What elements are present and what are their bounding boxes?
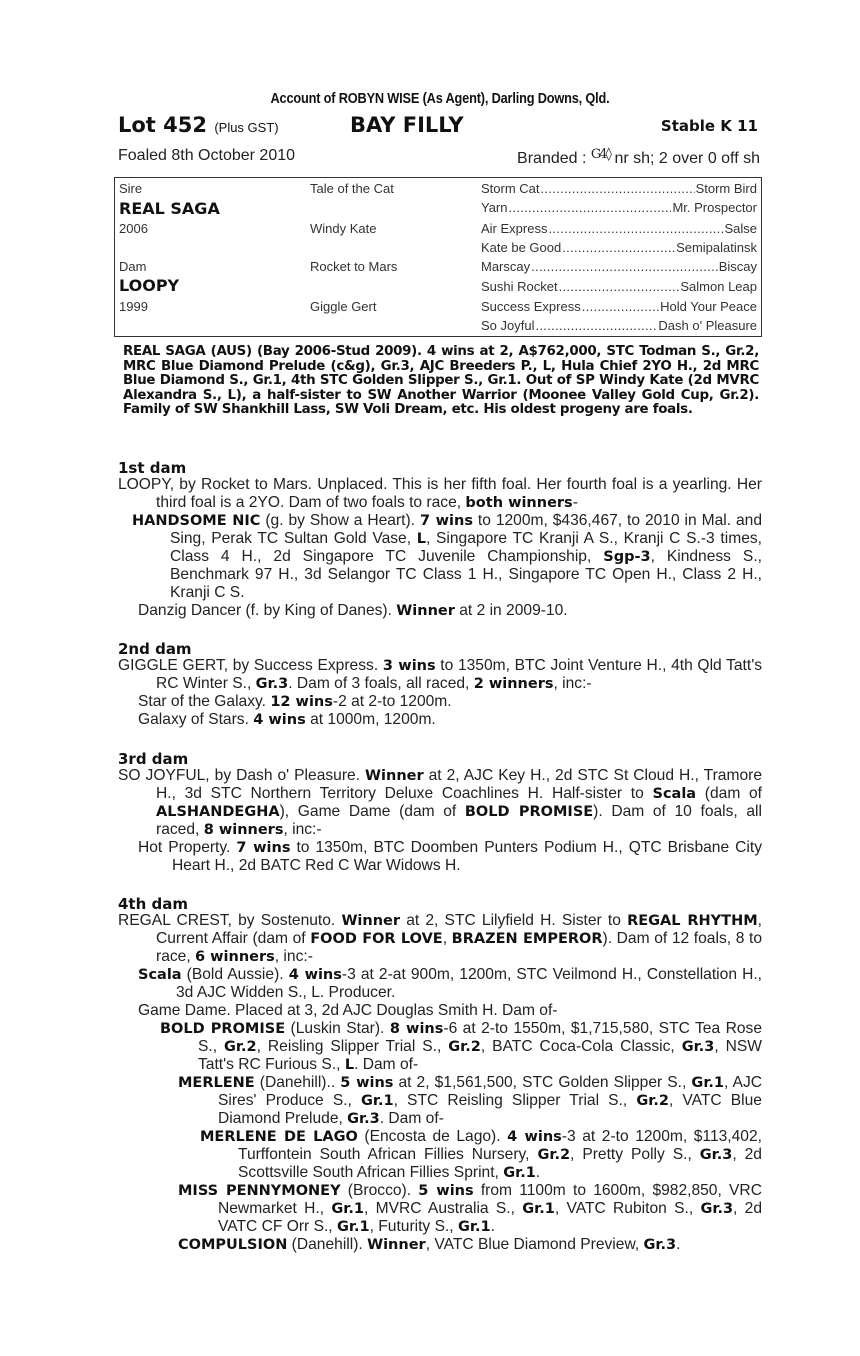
text: (dam of <box>696 785 763 802</box>
gg-right: Mr. Prospector <box>672 200 757 215</box>
bold-text: ALSHANDEGHA <box>156 804 280 820</box>
text: to 1350m, BTC Joint Venture H., 4th Qld Tatt's RC Winter S., <box>156 657 762 692</box>
gg-right: Dash o' Pleasure <box>658 318 757 333</box>
fourth-dam-section <box>118 896 762 1254</box>
text: , 2d VATC CF Orr S., <box>218 1200 763 1235</box>
gg-left: Storm Cat <box>481 181 540 196</box>
section-title: 1st dam <box>118 459 187 477</box>
dam-name: LOOPY <box>119 276 180 295</box>
progeny-name: Danzig Dancer <box>138 602 242 619</box>
dam-description <box>118 767 762 839</box>
third-dam-section <box>118 751 762 875</box>
progeny-name: MISS PENNYMONEY <box>178 1183 341 1199</box>
bold-text: 12 wins <box>270 694 333 710</box>
bold-text: BOLD PROMISE <box>464 804 594 820</box>
bold-text: L <box>344 1057 355 1073</box>
sire-sire: Tale of the Cat <box>310 181 394 196</box>
text: , Pretty Polly S., <box>570 1146 700 1163</box>
text: ). Dam of 12 foals, 8 to race, <box>156 930 762 965</box>
bold-text: 7 wins <box>236 840 291 856</box>
text: (Brocco). <box>340 1182 419 1199</box>
bold-text: 5 wins <box>418 1183 474 1199</box>
text: , inc:- <box>553 675 592 692</box>
progeny-name: Scala <box>138 967 182 983</box>
progeny-name: Star of the Galaxy. <box>138 693 271 710</box>
bold-text: Winner <box>367 1237 426 1253</box>
text: LOOPY, by Rocket to Mars. Unplaced. This is her fifth foal. Her fourth foal is a yearling. Her third foal is a 2YO. Dam of two foals to race, <box>118 476 762 511</box>
sire-summary: REAL SAGA (AUS) (Bay 2006-Stud 2009). 4 wins at 2, A$762,000, STC Todman S., Gr.2, MRC Blue Diamond Prelude (c&g), Gr.3, AJC Breeders P., L, Hula Chief 2YO H., 2d MRC Blue Diamond S., Gr.1, 4th STC Golden Slipper S., Gr.1. Out of SP Windy Kate (2d MVRC Alexandra S., L), a half-sister to SW Another Warrior (Moonee Valley Gold Cup, Gr.2). Family of SW Shankhill Lass, SW Voli Dream, etc. His oldest progeny are foals. <box>123 344 759 417</box>
text: , inc:- <box>283 821 322 838</box>
text: , Reisling Slipper Trial S., <box>256 1038 449 1055</box>
gg-right: Storm Bird <box>695 181 757 196</box>
bold-text: Gr.3 <box>347 1111 380 1127</box>
bold-text: Gr.3 <box>681 1039 715 1055</box>
bold-text: Gr.1 <box>331 1201 364 1217</box>
bold-text: Gr.3 <box>255 676 289 692</box>
bold-text: Winner <box>341 913 401 929</box>
gg-right: Salmon Leap <box>680 279 757 294</box>
great-grandparent-row <box>481 279 757 294</box>
text: . Dam of- <box>379 1110 444 1127</box>
text: . Dam of- <box>354 1056 419 1073</box>
dam-dam: Giggle Gert <box>310 299 377 314</box>
sire-label: Sire <box>119 181 143 196</box>
lot-gst-note: (Plus GST) <box>214 120 279 135</box>
gg-left: Yarn <box>481 200 508 215</box>
text: -2 at 2-to 1200m. <box>332 693 452 710</box>
text: , Kindness S., Benchmark 97 H., 3d Selangor TC Class 1 H., Singapore TC Open H., Class 2 H., Kranji C S. <box>170 548 762 601</box>
lot-label: Lot 452 <box>118 113 207 137</box>
text: , VATC Rubiton S., <box>554 1200 701 1217</box>
text: (Danehill). <box>287 1236 368 1253</box>
text: , Futurity S., <box>369 1218 458 1235</box>
great-grandparent-row <box>481 318 757 333</box>
progeny-entry: Game Dame. Placed at 3, 2d AJC Douglas Smith H. Dam of- <box>138 1002 558 1019</box>
bold-text: 8 wins <box>389 1021 444 1037</box>
progeny-entry <box>118 693 762 711</box>
pedigree-table <box>114 177 762 337</box>
leader-dots <box>548 221 723 236</box>
gg-right: Semipalatinsk <box>676 240 757 255</box>
progeny-entry <box>118 966 762 1002</box>
leader-dots <box>535 318 657 333</box>
bold-text: both winners <box>465 495 573 511</box>
text: SO JOYFUL, by Dash o' Pleasure. <box>118 767 366 784</box>
dam-description <box>118 912 762 966</box>
bold-text: Gr.2 <box>636 1093 669 1109</box>
progeny-name: Hot Property. <box>138 839 237 856</box>
bold-text: Gr.3 <box>700 1201 734 1217</box>
bold-text: Gr.3 <box>643 1237 677 1253</box>
text: , AJC Sires' Produce S., <box>218 1074 763 1109</box>
text: . <box>490 1218 495 1235</box>
text: (g. by Show a Heart). <box>260 512 420 529</box>
bold-text: Winner <box>365 768 424 784</box>
bold-text: Gr.1 <box>503 1165 536 1181</box>
text: at 2, AJC Key H., 2d STC St Cloud H., Tramore H., 3d STC Northern Territory Deluxe Coachlines H. Half-sister to <box>156 767 762 802</box>
text: -3 at 2-to 1200m, $113,402, Turffontein South African Fillies Nursery, <box>238 1128 762 1163</box>
bold-text: Gr.1 <box>691 1075 725 1091</box>
branded-label: Branded : <box>517 150 587 167</box>
text: GIGGLE GERT, by Success Express. <box>118 657 383 674</box>
progeny-name: BOLD PROMISE <box>160 1021 286 1037</box>
text: . Dam of 3 foals, all raced, <box>288 675 474 692</box>
sire-name: REAL SAGA <box>119 199 220 218</box>
text: , VATC Blue Diamond Preview, <box>425 1236 644 1253</box>
text: , Current Affair (dam of <box>156 912 762 947</box>
progeny-entry <box>118 512 762 602</box>
text: at 2, $1,561,500, STC Golden Slipper S., <box>393 1074 692 1091</box>
section-title: 3rd dam <box>118 750 189 768</box>
progeny-name: Galaxy of Stars. <box>138 711 254 728</box>
branded-info <box>517 147 760 168</box>
text: REGAL CREST, by Sostenuto. <box>118 912 342 929</box>
gg-right: Salse <box>724 221 757 236</box>
leader-dots <box>559 279 680 294</box>
leader-dots <box>562 240 675 255</box>
progeny-entry <box>118 1074 762 1128</box>
lot-header <box>118 113 762 139</box>
second-dam-section <box>118 641 762 729</box>
great-grandparent-row <box>481 240 757 255</box>
bold-text: 5 wins <box>340 1075 394 1091</box>
bold-text: Gr.1 <box>457 1219 491 1235</box>
bold-text: L <box>416 531 426 547</box>
text: , BATC Coca-Cola Classic, <box>480 1038 682 1055</box>
bold-text: 8 winners <box>203 822 284 838</box>
progeny-entry <box>118 1182 762 1236</box>
progeny-entry <box>118 1128 762 1182</box>
text: to 1350m, BTC Doomben Punters Podium H., QTC Brisbane City Heart H., 2d BATC Red C War Widows H. <box>172 839 762 874</box>
leader-dots <box>582 299 659 314</box>
great-grandparent-row <box>481 181 757 196</box>
text: at 2 in 2009-10. <box>454 602 568 619</box>
brand-mark-icon: G4◊ <box>590 147 610 162</box>
gg-left: Kate be Good <box>481 240 562 255</box>
bold-text: 6 winners <box>195 949 275 965</box>
text: , <box>442 930 452 947</box>
dam-sire: Rocket to Mars <box>310 259 398 274</box>
dam-year: 1999 <box>119 299 148 314</box>
text: , Singapore TC Kranji A S., Kranji C S.-3 times, Class 4 H., 2d Singapore TC Juvenile Championship, <box>170 530 762 565</box>
bold-text: 2 winners <box>473 676 554 692</box>
progeny-name: MERLENE DE LAGO <box>200 1129 358 1145</box>
leader-dots <box>541 181 695 196</box>
bold-text: 7 wins <box>419 513 473 529</box>
gg-left: Marscay <box>481 259 531 274</box>
bold-text: Gr.1 <box>361 1093 394 1109</box>
text: -6 at 2-to 1550m, $1,715,580, STC Tea Rose S., <box>198 1020 762 1055</box>
gg-left: Sushi Rocket <box>481 279 558 294</box>
bold-text: Gr.2 <box>537 1147 571 1163</box>
text: ). Dam of 10 foals, all raced, <box>156 803 762 838</box>
bold-text: FOOD FOR LOVE <box>310 931 443 947</box>
great-grandparent-row <box>481 200 757 215</box>
bold-text: Gr.2 <box>224 1039 257 1055</box>
bold-text: 4 wins <box>288 967 342 983</box>
bold-text: Gr.1 <box>522 1201 555 1217</box>
text: . <box>676 1236 681 1253</box>
gg-right: Biscay <box>718 259 757 274</box>
bold-text: Sgp-3 <box>603 549 651 565</box>
text: - <box>572 494 578 511</box>
text: at 1000m, 1200m. <box>305 711 436 728</box>
text: , MVRC Australia S., <box>363 1200 523 1217</box>
text: (Luskin Star). <box>285 1020 390 1037</box>
text: -3 at 2-at 900m, 1200m, STC Veilmond H., Constellation H., 3d AJC Widden S., L. Producer. <box>176 966 762 1001</box>
text: to 1200m, $436,467, to 2010 in Mal. and Sing, Perak TC Sultan Gold Vase, <box>170 512 762 547</box>
sire-year: 2006 <box>119 221 148 236</box>
text: from 1100m to 1600m, $982,850, VRC Newmarket H., <box>218 1182 762 1217</box>
bold-text: Gr.1 <box>336 1219 370 1235</box>
text: (Bold Aussie). <box>181 966 289 983</box>
vendor-account: Account of ROBYN WISE (As Agent), Darling Downs, Qld. <box>270 91 610 107</box>
text: , 2d Scottsville South African Fillies Sprint, <box>238 1146 762 1181</box>
leader-dots <box>509 200 672 215</box>
section-title: 4th dam <box>118 895 188 913</box>
progeny-name: MERLENE <box>178 1075 255 1091</box>
text: ), Game Dame (dam of <box>279 803 465 820</box>
bold-text: 4 wins <box>507 1129 562 1145</box>
first-dam-section <box>118 460 762 620</box>
text: , NSW Tatt's RC Furious S., <box>198 1038 762 1073</box>
progeny-entry <box>118 839 762 875</box>
progeny-entry <box>118 711 762 729</box>
text: (f. by King of Danes). <box>241 602 397 619</box>
text: . <box>535 1164 541 1181</box>
section-title: 2nd dam <box>118 640 192 658</box>
great-grandparent-row <box>481 259 757 274</box>
progeny-entry <box>118 602 762 620</box>
progeny-entry <box>118 1236 762 1254</box>
horse-sex-colour: BAY FILLY <box>350 113 464 137</box>
text: (Encosta de Lago). <box>357 1128 508 1145</box>
dam-label: Dam <box>119 259 147 274</box>
bold-text: Scala <box>652 786 697 802</box>
great-grandparent-row <box>481 299 757 314</box>
stable-location: Stable K 11 <box>660 117 758 135</box>
lot-number <box>118 113 279 137</box>
gg-left: So Joyful <box>481 318 535 333</box>
great-grandparent-row <box>481 221 757 236</box>
text: , inc:- <box>274 948 313 965</box>
gg-left: Success Express <box>481 299 581 314</box>
dam-description <box>118 657 762 693</box>
text: , STC Reisling Slipper Trial S., <box>393 1092 637 1109</box>
text: , VATC Blue Diamond Prelude, <box>218 1092 762 1127</box>
progeny-name: HANDSOME NIC <box>132 513 261 529</box>
sire-dam: Windy Kate <box>310 221 377 236</box>
bold-text: Gr.2 <box>448 1039 481 1055</box>
gg-right: Hold Your Peace <box>660 299 757 314</box>
text: at 2, STC Lilyfield H. Sister to <box>400 912 628 929</box>
bold-text: Gr.3 <box>699 1147 733 1163</box>
progeny-entry <box>118 1020 762 1074</box>
gg-left: Air Express <box>481 221 548 236</box>
branded-detail: nr sh; 2 over 0 off sh <box>614 150 760 167</box>
text: (Danehill).. <box>254 1074 341 1091</box>
bold-text: REGAL RHYTHM <box>627 913 758 929</box>
leader-dots <box>531 259 718 274</box>
progeny-name: COMPULSION <box>178 1237 288 1253</box>
foaled-date: Foaled 8th October 2010 <box>118 147 296 164</box>
bold-text: Winner <box>396 603 455 619</box>
bold-text: 4 wins <box>253 712 306 728</box>
bold-text: BRAZEN EMPEROR <box>451 931 603 947</box>
bold-text: 3 wins <box>382 658 436 674</box>
dam-description <box>118 476 762 512</box>
